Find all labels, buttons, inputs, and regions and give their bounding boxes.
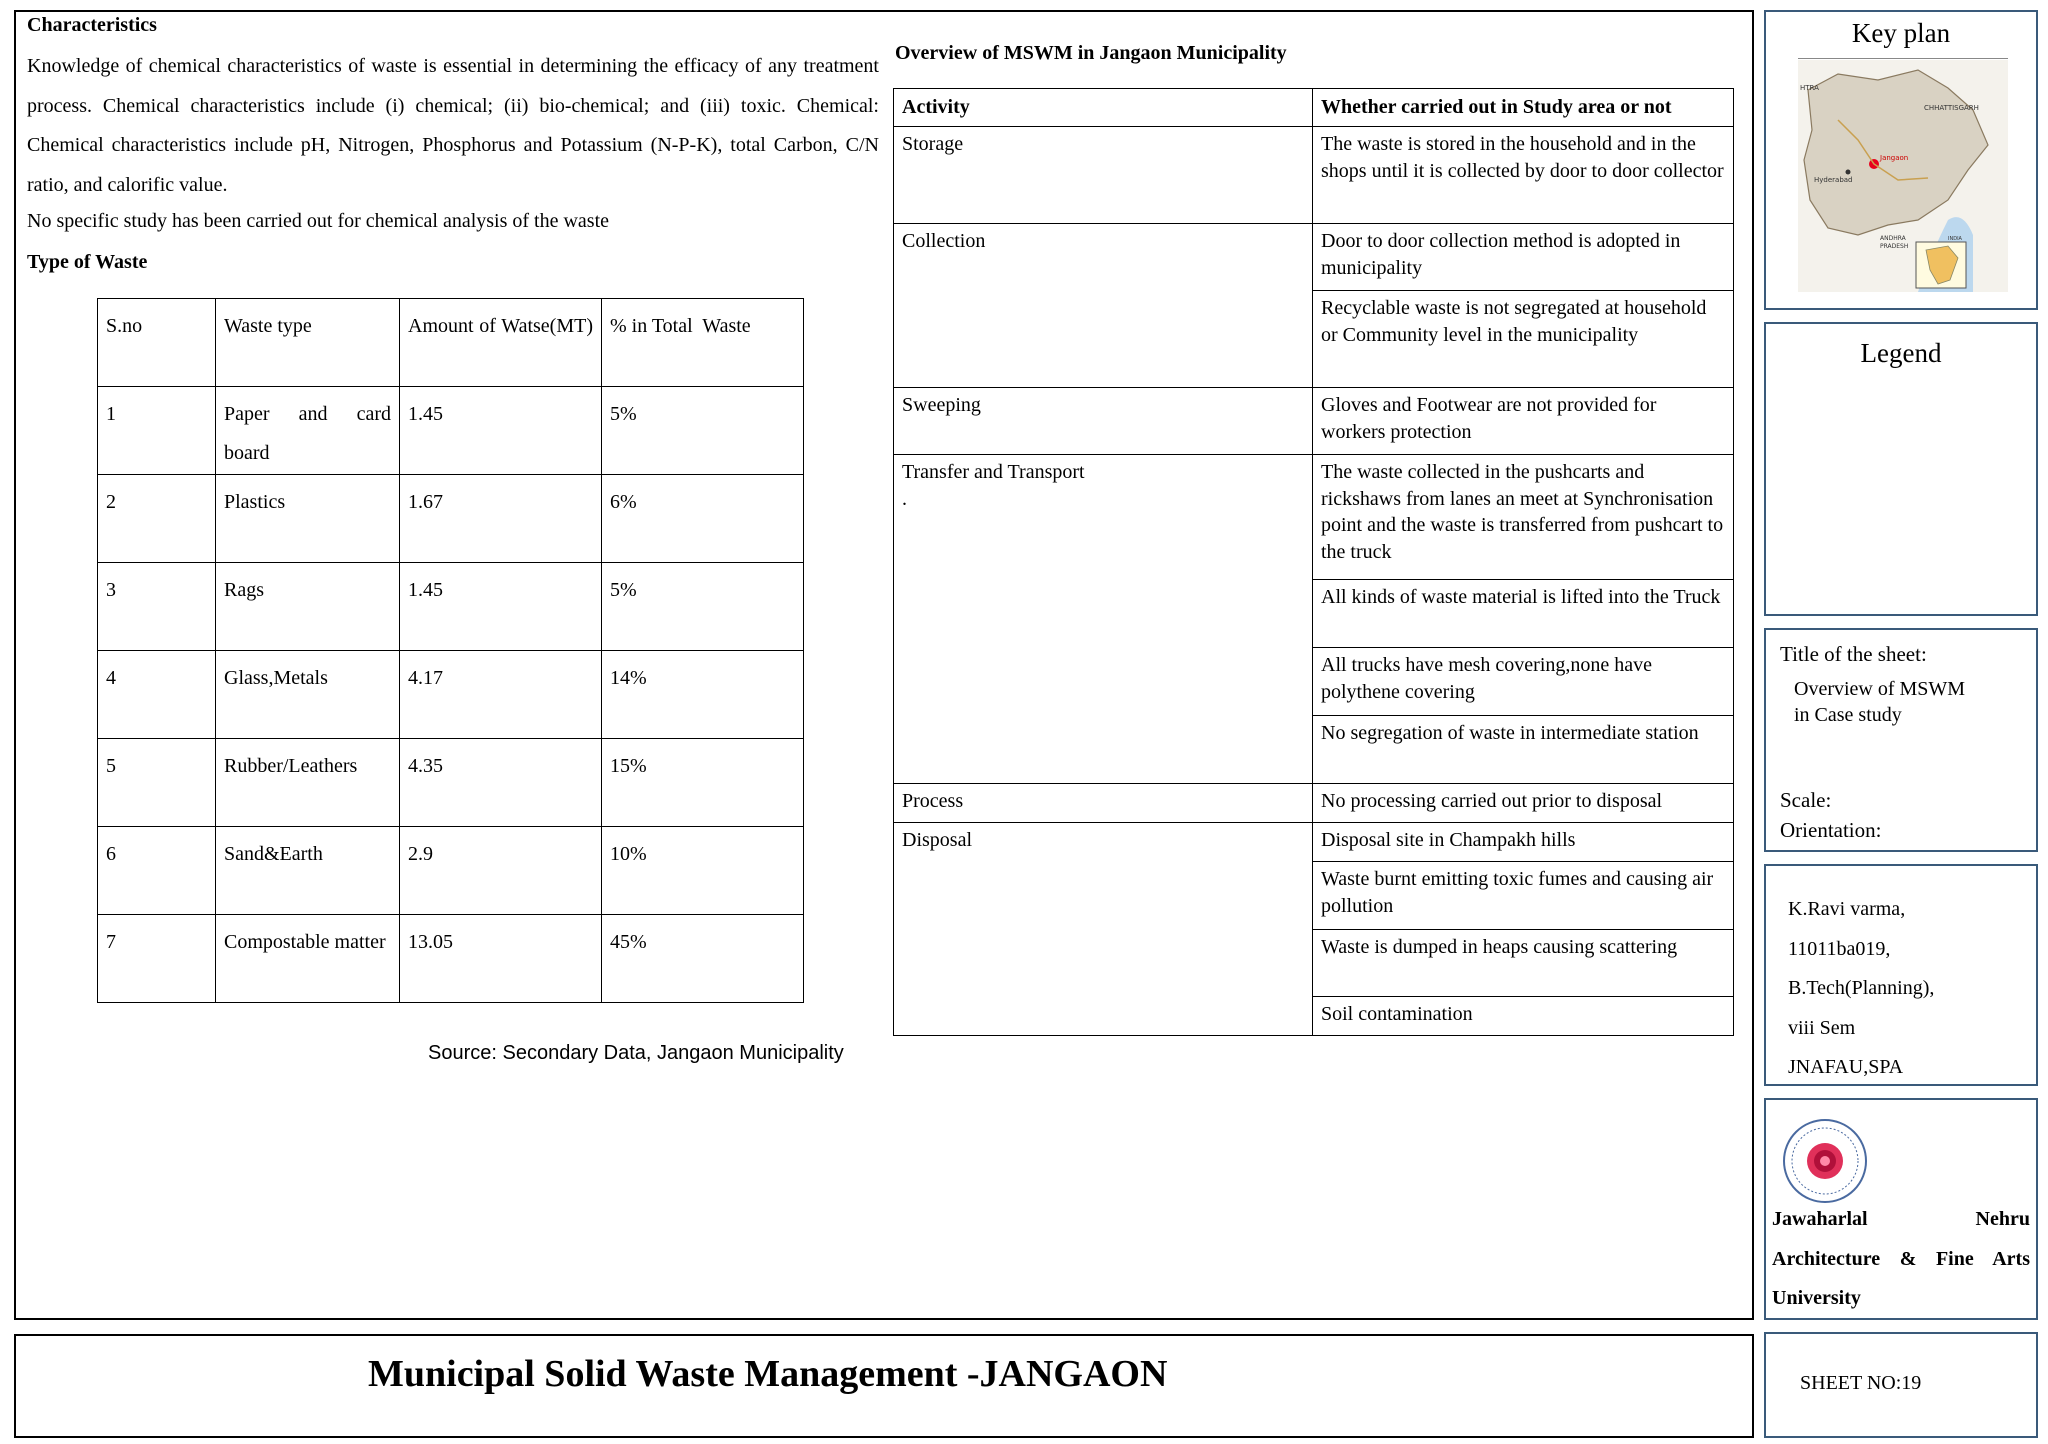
map-label-hyderabad: Hyderabad [1814, 176, 1853, 184]
characteristics-heading: Characteristics [27, 14, 157, 36]
cell-waste-type: Rags [216, 563, 400, 651]
table-row [98, 387, 804, 475]
overview-table [893, 88, 1734, 1036]
status-cell: Recyclable waste is not segregated at household or Community level in the municipality [1313, 291, 1734, 388]
activity-cell: Process [894, 784, 1313, 823]
table-row [894, 388, 1734, 455]
legend-panel [1764, 322, 2038, 616]
column-header-activity: Activity [894, 89, 1313, 127]
activity-cell: Collection [894, 224, 1313, 388]
university-name-line3: University [1772, 1287, 1861, 1309]
university-name [1772, 1200, 2030, 1319]
cell-waste-type: Rubber/Leathers [216, 739, 400, 827]
university-name-line2: Architecture & Fine Arts [1772, 1247, 2030, 1270]
cell-sno: 2 [98, 475, 216, 563]
cell-waste-type: Paper and card board [216, 387, 400, 475]
author-name: K.Ravi varma, [1788, 898, 1906, 920]
map-label-india: INDIA [1948, 236, 1962, 242]
cell-sno: 3 [98, 563, 216, 651]
activity-cell: Storage [894, 127, 1313, 224]
cell-sno: 4 [98, 651, 216, 739]
cell-amount: 1.67 [400, 475, 602, 563]
status-cell: Disposal site in Champakh hills [1313, 823, 1734, 862]
column-header: S.no [98, 299, 216, 387]
table-row [894, 455, 1734, 580]
status-cell: The waste collected in the pushcarts and rickshaws from lanes an meet at Synchronisation point and the waste is transferred from pushcart to the truck [1313, 455, 1734, 580]
cell-waste-type: Glass,Metals [216, 651, 400, 739]
page-title: Municipal Solid Waste Management -JANGAON [368, 1353, 1168, 1395]
cell-amount: 1.45 [400, 387, 602, 475]
waste-type-heading: Type of Waste [27, 251, 148, 273]
source-note: Source: Secondary Data, Jangaon Municipality [428, 1042, 844, 1064]
status-cell: Waste burnt emitting toxic fumes and causing air pollution [1313, 862, 1734, 930]
status-cell: No processing carried out prior to disposal [1313, 784, 1734, 823]
status-cell: All kinds of waste material is lifted into the Truck [1313, 580, 1734, 648]
cell-percent: 45% [602, 915, 804, 1003]
table-row [98, 915, 804, 1003]
cell-percent: 6% [602, 475, 804, 563]
cell-waste-type: Plastics [216, 475, 400, 563]
status-cell: Door to door collection method is adopted in municipality [1313, 224, 1734, 291]
table-row [894, 823, 1734, 862]
university-logo-icon [1782, 1118, 1868, 1204]
cell-amount: 4.35 [400, 739, 602, 827]
column-header: % in Total Waste [602, 299, 804, 387]
status-cell: The waste is stored in the household and in the shops until it is collected by door to door collector [1313, 127, 1734, 224]
cell-amount: 2.9 [400, 827, 602, 915]
cell-sno: 6 [98, 827, 216, 915]
key-plan-title: Key plan [1851, 18, 1951, 48]
author-degree: B.Tech(Planning), [1788, 977, 1935, 999]
map-label-chhattisgarh: CHHATTISGARH [1924, 104, 1979, 112]
activity-label: Transfer and Transport [902, 461, 1085, 483]
cell-percent: 5% [602, 387, 804, 475]
status-cell: All trucks have mesh covering,none have polythene covering [1313, 648, 1734, 716]
cell-amount: 13.05 [400, 915, 602, 1003]
orientation-label: Orientation: [1780, 818, 1882, 842]
status-cell: No segregation of waste in intermediate station [1313, 716, 1734, 784]
table-row [894, 784, 1734, 823]
author-details [1788, 890, 1934, 1088]
table-row [894, 127, 1734, 224]
author-semester: viii Sem [1788, 1016, 1856, 1039]
university-name-line1: Jawaharlal Nehru [1772, 1208, 2030, 1230]
sheet-title-label: Title of the sheet: [1780, 642, 1927, 666]
university-panel [1764, 1098, 2038, 1320]
map-label-jangaon: Jangaon [1880, 154, 1909, 162]
activity-dot: . [902, 487, 907, 510]
activity-cell [894, 455, 1313, 784]
map-label-pradesh: PRADESH [1880, 243, 1909, 250]
cell-sno: 5 [98, 739, 216, 827]
sheet-title-value-line1: Overview of MSWM [1794, 678, 1966, 700]
cell-amount: 4.17 [400, 651, 602, 739]
map-label-andhra: ANDHRA [1880, 235, 1906, 242]
author-institution: JNAFAU,SPA [1788, 1056, 1904, 1078]
status-cell: Waste is dumped in heaps causing scattering [1313, 930, 1734, 997]
characteristics-paragraph: Knowledge of chemical characteristics of waste is essential in determining the efficacy of any treatment process. Chemical characteristics include (i) chemical; (ii) bio-chemical; and (iii) toxic. Chemical: Chemical characteristics include pH, Nitrogen, Phosphorus and Potassium (N-P-K), total Carbon, C/N ratio, and calorific value. [27, 55, 879, 196]
sheet-title-value-line2: in Case study [1794, 704, 1902, 726]
column-header-status: Whether carried out in Study area or not [1313, 89, 1734, 127]
author-panel [1764, 864, 2038, 1086]
cell-percent: 15% [602, 739, 804, 827]
table-row [98, 475, 804, 563]
activity-cell: Disposal [894, 823, 1313, 1036]
cell-percent: 10% [602, 827, 804, 915]
scale-label: Scale: [1780, 788, 1832, 812]
table-row [98, 739, 804, 827]
cell-percent: 14% [602, 651, 804, 739]
table-row [98, 563, 804, 651]
table-row [98, 827, 804, 915]
table-row [894, 224, 1734, 291]
waste-type-table [97, 298, 804, 1003]
cell-percent: 5% [602, 563, 804, 651]
cell-waste-type: Sand&Earth [216, 827, 400, 915]
cell-amount: 1.45 [400, 563, 602, 651]
overview-heading: Overview of MSWM in Jangaon Municipality [895, 42, 1287, 64]
characteristics-note: No specific study has been carried out for chemical analysis of the waste [27, 210, 610, 232]
sheet-number: SHEET NO:19 [1800, 1372, 1922, 1394]
column-header: Amount of Watse(MT) [400, 299, 602, 387]
cell-sno: 7 [98, 915, 216, 1003]
column-header: Waste type [216, 299, 400, 387]
cell-waste-type: Compostable matter [216, 915, 400, 1003]
key-plan-map [1798, 60, 2008, 292]
table-header-row [894, 89, 1734, 127]
status-cell: Soil contamination [1313, 997, 1734, 1036]
key-plan-panel [1764, 10, 2038, 310]
author-roll-number: 11011ba019, [1788, 937, 1891, 960]
activity-cell: Sweeping [894, 388, 1313, 455]
table-row [98, 651, 804, 739]
sheet-number-panel [1764, 1332, 2038, 1438]
sheet-title-panel [1764, 628, 2038, 852]
table-header-row [98, 299, 804, 387]
cell-sno: 1 [98, 387, 216, 475]
status-cell: Gloves and Footwear are not provided for workers protection [1313, 388, 1734, 455]
legend-title: Legend [1860, 338, 1942, 368]
map-label-left: HTRA [1800, 84, 1819, 92]
key-plan-divider [1798, 58, 2008, 59]
